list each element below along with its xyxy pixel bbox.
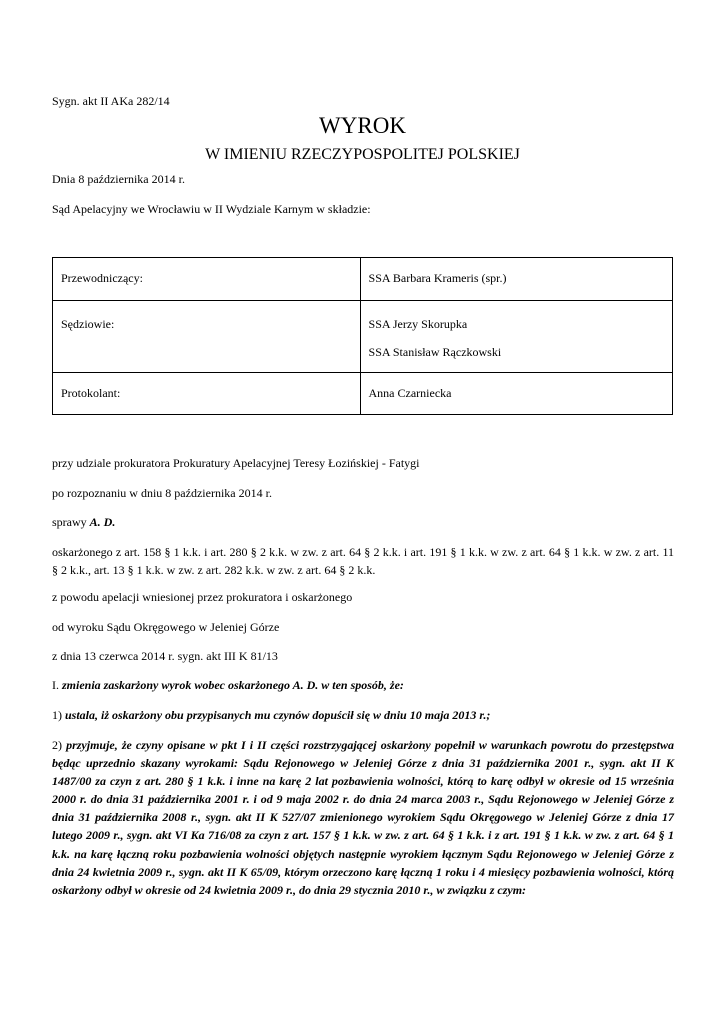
court-name: Sąd Apelacyjny we Wrocławiu w II Wydziale Karnym w składzie: — [52, 202, 371, 216]
table-cell — [360, 301, 672, 373]
clerk-label: Protokolant: — [61, 386, 121, 400]
ruling-point-text: przyjmuje, że czyny opisane w pkt I i II części rozstrzygającej oskarżony popełnił w warunkach powrotu do przestępstwa będąc uprzednio skazany wyrokami: Sądu Rejonowego w Jeleniej Górze z dnia 31 października 2001 r., sygn. akt II K 1487/00 za czyn z art. 280 § 1 k.k. i inne na karę 2 lat pozbawienia wolności, którą to karę odbył w okresie od 15 września 2000 r. do dnia 31 października 2001 r. i od 9 maja 2002 r. do dnia 24 marca 2003 r., Sądu Rejonowego w Jeleniej Górze z dnia 31 października 2008 r., sygn. akt II K 527/07 zmienionego wyrokiem Sądu Okręgowego w Jeleniej Górze z dnia 17 lutego 2009 r., sygn. akt VI Ka 716/08 za czyn z art. 157 § 1 k.k. w zw. z art. 64 § 1 k.k. i z art. 191 § 1 k.k. w zw. z art. 64 § 1 k.k. na karę łączną roku pozbawienia wolności objętych następnie wyrokiem łącznym Sądu Rejonowego w Jeleniej Górze z dnia 24 kwietnia 2009 r., sygn. akt II K 65/09, którym orzeczono karę łączną 1 roku i 4 miesięcy pozbawienia wolności, którą oskarżony odbył w okresie od 24 kwietnia 2009 r., do dnia 29 stycznia 2010 r., w związku z czym: — [52, 738, 674, 897]
ruling-point-number: 2) — [52, 738, 67, 752]
ruling-point-text: ustala, iż oskarżony obu przypisanych mu czynów dopuścił się w dniu 10 maja 2013 r.; — [65, 708, 491, 722]
appeal-paragraph: z powodu apelacji wniesionej przez prokuratora i oskarżonego — [52, 590, 353, 604]
case-signature: Sygn. akt II AKa 282/14 — [52, 94, 170, 108]
lower-judgment-date-paragraph: z dnia 13 czerwca 2014 r. sygn. akt III K 81/13 — [52, 649, 278, 663]
defendant-name: A. D. — [89, 515, 116, 529]
table-cell — [360, 373, 672, 415]
judges-label: Sędziowie: — [61, 317, 115, 331]
document-subtitle: W IMIENIU RZECZYPOSPOLITEJ POLSKIEJ — [205, 146, 520, 163]
judgment-date: Dnia 8 października 2014 r. — [52, 172, 185, 186]
ruling-point-2 — [52, 736, 674, 899]
judge-name: SSA Stanisław Rączkowski — [368, 345, 502, 359]
ruling-point-I — [52, 677, 674, 693]
ruling-point-text: zmienia zaskarżony wyrok wobec oskarżonego A. D. w ten sposób, że: — [62, 678, 404, 692]
court-composition-table — [52, 257, 673, 415]
lower-court-paragraph: od wyroku Sądu Okręgowego w Jeleniej Górze — [52, 620, 280, 634]
document-title: WYROK — [319, 113, 406, 138]
case-paragraph — [52, 514, 674, 530]
table-row — [53, 301, 673, 373]
clerk-name: Anna Czarniecka — [368, 386, 452, 400]
case-prefix: sprawy — [52, 515, 90, 529]
judge-name: SSA Jerzy Skorupka — [368, 317, 468, 331]
table-row — [53, 373, 673, 415]
ruling-point-number: 1) — [52, 708, 65, 722]
charges-paragraph: oskarżonego z art. 158 § 1 k.k. i art. 280 § 2 k.k. w zw. z art. 64 § 2 k.k. i art. 191 § 1 k.k. w zw. z art. 64 § 1 k.k. w zw. z art. 11 § 2 k.k., art. 13 § 1 k.k. w zw. z art. 282 k.k. w zw. z art. 64 § 2 k.k. — [52, 545, 674, 578]
prosecutor-paragraph: przy udziale prokuratora Prokuratury Apelacyjnej Teresy Łozińskiej - Fatygi — [52, 456, 420, 470]
hearing-date-paragraph: po rozpoznaniu w dniu 8 października 2014 r. — [52, 486, 272, 500]
chair-name: SSA Barbara Krameris (spr.) — [368, 271, 507, 285]
table-cell — [53, 373, 361, 415]
table-cell — [53, 258, 361, 301]
ruling-point-1 — [52, 707, 674, 723]
ruling-point-number: I. — [52, 678, 62, 692]
table-cell — [360, 258, 672, 301]
chair-label: Przewodniczący: — [61, 271, 143, 285]
table-row — [53, 258, 673, 301]
table-cell — [53, 301, 361, 373]
